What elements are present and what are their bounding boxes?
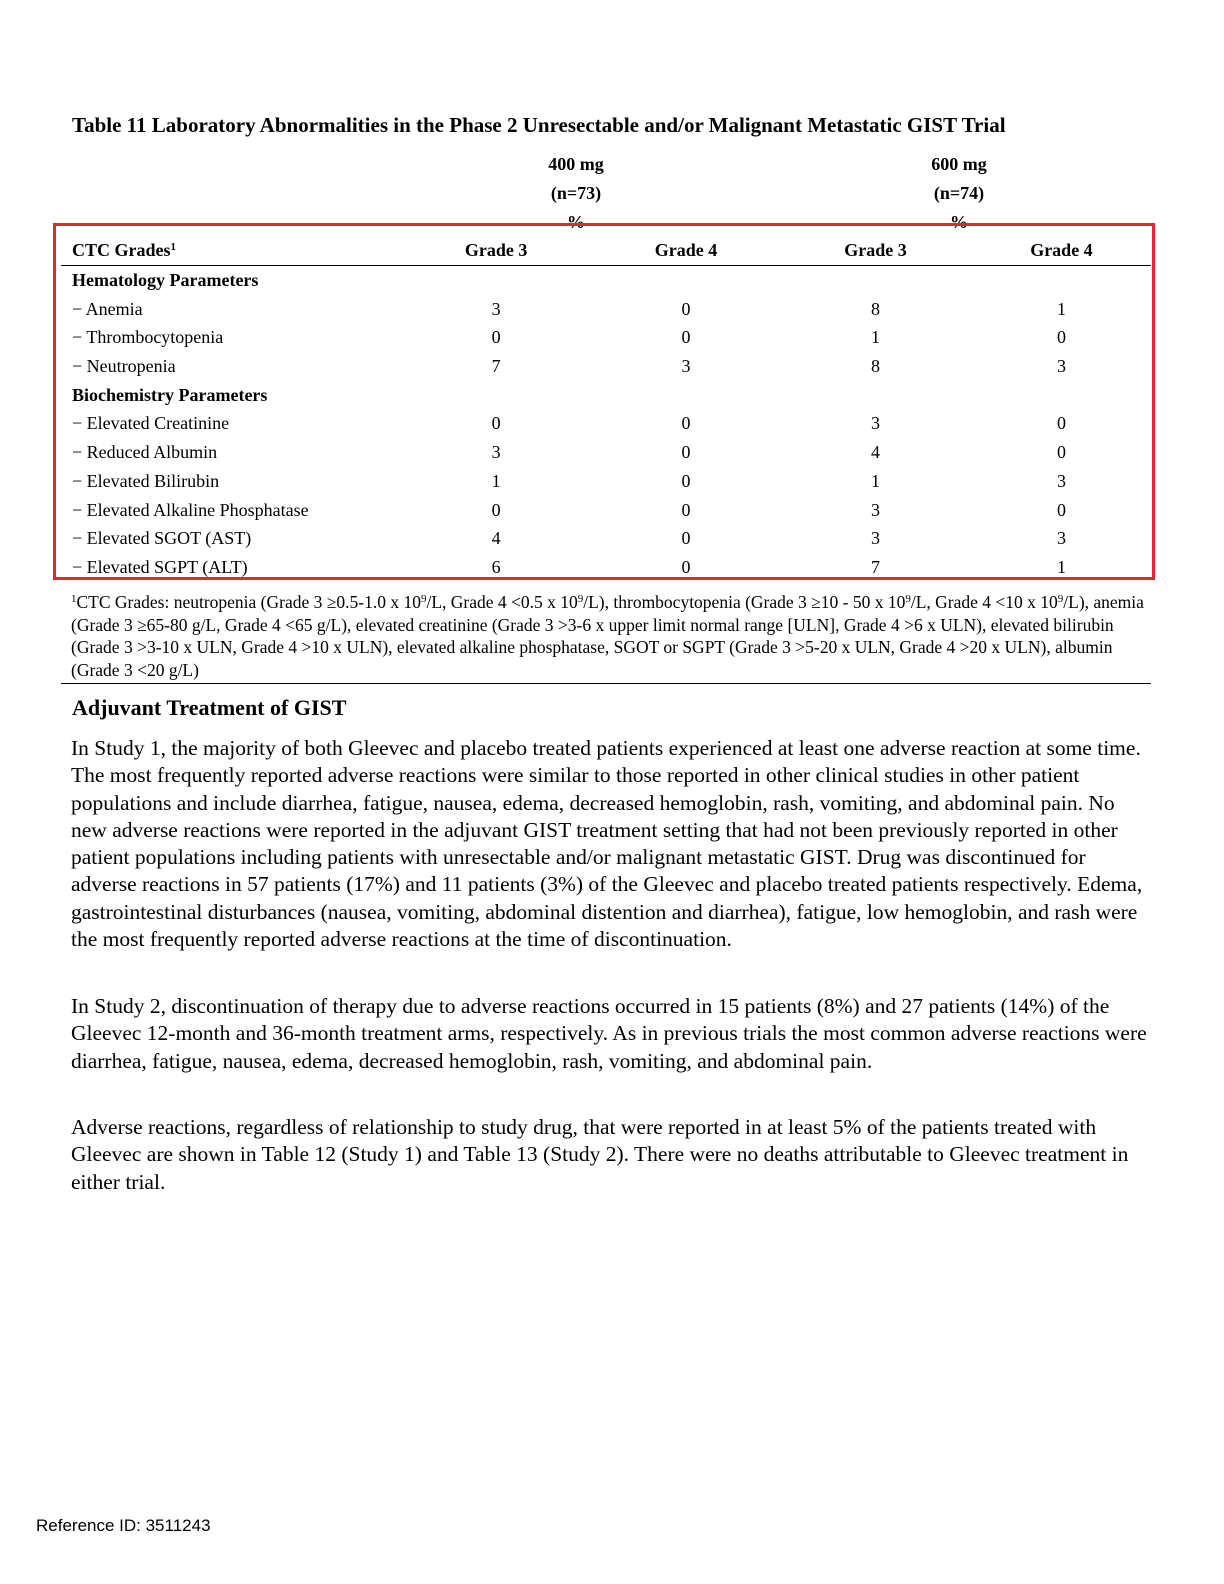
footnote-rule [61, 683, 1151, 684]
footnote-superscript: 9 [1057, 593, 1064, 605]
row-value: 0 [491, 413, 501, 434]
paragraph-study-2: In Study 2, discontinuation of therapy due to adverse reactions occurred in 15 patients (8%) and 27 patients (14%) of the Gleevec 12-month and 36-month treatment arms, respectively. As in previous trials the most common adverse reactions were diarrhea, fatigue, nausea, edema, decreased hemoglobin, rash, vomiting, and abdominal pain. [71, 994, 1147, 1073]
row-value: 3 [870, 499, 880, 520]
row-value: 0 [681, 470, 691, 491]
row-value: 0 [1056, 413, 1066, 434]
row-value: 3 [491, 442, 501, 463]
row-value: 0 [491, 499, 501, 520]
paragraph-adverse-reactions: Adverse reactions, regardless of relationship to study drug, that were reported in at least 5% of the patients treated with Gleevec are shown in Table 12 (Study 1) and Table 13 (Study 2). There were no deaths attributable to Gleevec treatment in either trial. [71, 1115, 1129, 1194]
row-label: − Elevated SGOT (AST) [72, 528, 252, 549]
lab-abnormalities-table [61, 234, 1151, 581]
row-value: 0 [681, 413, 691, 434]
header-600-grade4: Grade 4 [972, 234, 1151, 265]
footnote-superscript: 9 [905, 593, 911, 605]
row-value: 1 [1056, 556, 1066, 577]
group-dose: 400 mg [548, 154, 604, 174]
dose-group-600mg [859, 150, 1059, 237]
group-unit: % [567, 212, 585, 232]
row-value: 7 [491, 356, 501, 377]
row-value: 0 [1056, 442, 1066, 463]
row-value: 3 [681, 356, 691, 377]
footnote-superscript: 9 [577, 593, 584, 605]
table-title: Table 11 Laboratory Abnormalities in the Phase 2 Unresectable and/or Malignant Metastatic GIST Trial [72, 113, 1006, 137]
footnote-text: CTC Grades: neutropenia (Grade 3 ≥0.5-1.0 x 10 [76, 592, 421, 612]
row-value: 4 [870, 442, 880, 463]
row-value: 0 [681, 528, 691, 549]
row-value: 3 [1056, 356, 1066, 377]
row-label: − Thrombocytopenia [72, 327, 224, 348]
row-label: − Reduced Albumin [72, 442, 218, 463]
row-value: 0 [681, 298, 691, 319]
footnote-text: /L), thrombocytopenia (Grade 3 ≥10 - 50 x 10 [583, 592, 906, 612]
row-value: 4 [491, 528, 501, 549]
footnote-text: /L, Grade 4 <0.5 x 10 [426, 592, 578, 612]
table-body [61, 265, 1151, 581]
header-ctc-grades: CTC Grades$^1$ [61, 234, 399, 265]
row-value: 7 [870, 556, 880, 577]
table-row [61, 352, 1151, 381]
table-row [61, 553, 1151, 582]
group-n: (n=73) [550, 183, 602, 203]
header-400-grade4: Grade 4 [593, 234, 779, 265]
row-value: 1 [870, 327, 880, 348]
paragraph-study-1: In Study 1, the majority of both Gleevec and placebo treated patients experienced at least one adverse reaction at some time. The most frequently reported adverse reactions were similar to those reported in other clinical studies in other patient populations and include diarrhea, fatigue, nausea, edema, decreased hemoglobin, rash, vomiting, and abdominal pain. No new adverse reactions were reported in the adjuvant GIST treatment setting that had not been previously reported in other patient populations including patients with unresectable and/or malignant metastatic GIST. Drug was discontinued for adverse reactions in 57 patients (17%) and 11 patients (3%) of the Gleevec and placebo treated patients respectively. Edema, gastrointestinal disturbances (nausea, vomiting, abdominal distention and diarrhea), fatigue, low hemoglobin, and rash were the most frequently reported adverse reactions at the time of discontinuation. [71, 736, 1143, 952]
group-n: (n=74) [933, 183, 985, 203]
table-header-row [61, 234, 1151, 265]
row-value: 0 [1056, 327, 1066, 348]
row-value: 3 [870, 528, 880, 549]
row-value: 1 [1056, 298, 1066, 319]
footnote-marker: 1 [170, 241, 176, 254]
row-value: 3 [1056, 528, 1066, 549]
group-dose: 600 mg [931, 154, 987, 174]
table-row [61, 294, 1151, 323]
row-value: 0 [491, 327, 501, 348]
header-400-grade3: Grade 3 [399, 234, 593, 265]
row-value: 8 [870, 298, 880, 319]
table-row [61, 467, 1151, 496]
row-value: 0 [681, 442, 691, 463]
row-value: 3 [1056, 470, 1066, 491]
section-row [61, 380, 1151, 409]
row-label: − Elevated Alkaline Phosphatase [72, 499, 309, 520]
row-value: 8 [870, 356, 880, 377]
row-value: 3 [870, 413, 880, 434]
row-value: 0 [1056, 499, 1066, 520]
row-label: − Elevated Creatinine [72, 413, 230, 434]
table-row [61, 524, 1151, 553]
reference-id: Reference ID: 3511243 [36, 1516, 211, 1535]
row-value: 6 [491, 556, 501, 577]
row-value: 3 [491, 298, 501, 319]
header-600-grade3: Grade 3 [779, 234, 972, 265]
table-row [61, 495, 1151, 524]
group-unit: % [950, 212, 968, 232]
row-value: 0 [681, 556, 691, 577]
section-label: Hematology Parameters [72, 270, 259, 291]
table-row [61, 323, 1151, 352]
row-value: 1 [491, 470, 501, 491]
table-row [61, 438, 1151, 467]
row-label: − Neutropenia [72, 356, 176, 377]
row-label: − Elevated SGPT (ALT) [72, 556, 248, 577]
dose-group-400mg [476, 150, 676, 237]
section-row [61, 265, 1151, 294]
row-label: − Elevated Bilirubin [72, 470, 220, 491]
table-row [61, 409, 1151, 438]
footnote-text: /L), anemia (Grade 3 ≥65-80 g/L, Grade 4 <65 g/L), elevated creatinine (Grade 3 >3-6 x upper limit normal range [ULN], Grade 4 >6 x ULN), elevated bilirubin (Grade 3 >3-10 x ULN, Grade 4 >10 x ULN), elevated alkaline phosphatase, SGOT or SGPT (Grade 3 >5-20 x ULN, Grade 4 >20 x ULN), albumin (Grade 3 <20 g/L) [71, 592, 1144, 680]
row-value: 0 [681, 327, 691, 348]
footnote-text: /L, Grade 4 <10 x 10 [910, 592, 1058, 612]
section-heading: Adjuvant Treatment of GIST [72, 695, 347, 720]
section-label: Biochemistry Parameters [72, 384, 268, 405]
row-value: 1 [870, 470, 880, 491]
table-footnote [71, 591, 1151, 681]
row-value: 0 [681, 499, 691, 520]
row-label: − Anemia [72, 298, 143, 319]
footnote-superscript: 9 [420, 593, 427, 605]
footnote-marker: 1 [71, 593, 77, 605]
